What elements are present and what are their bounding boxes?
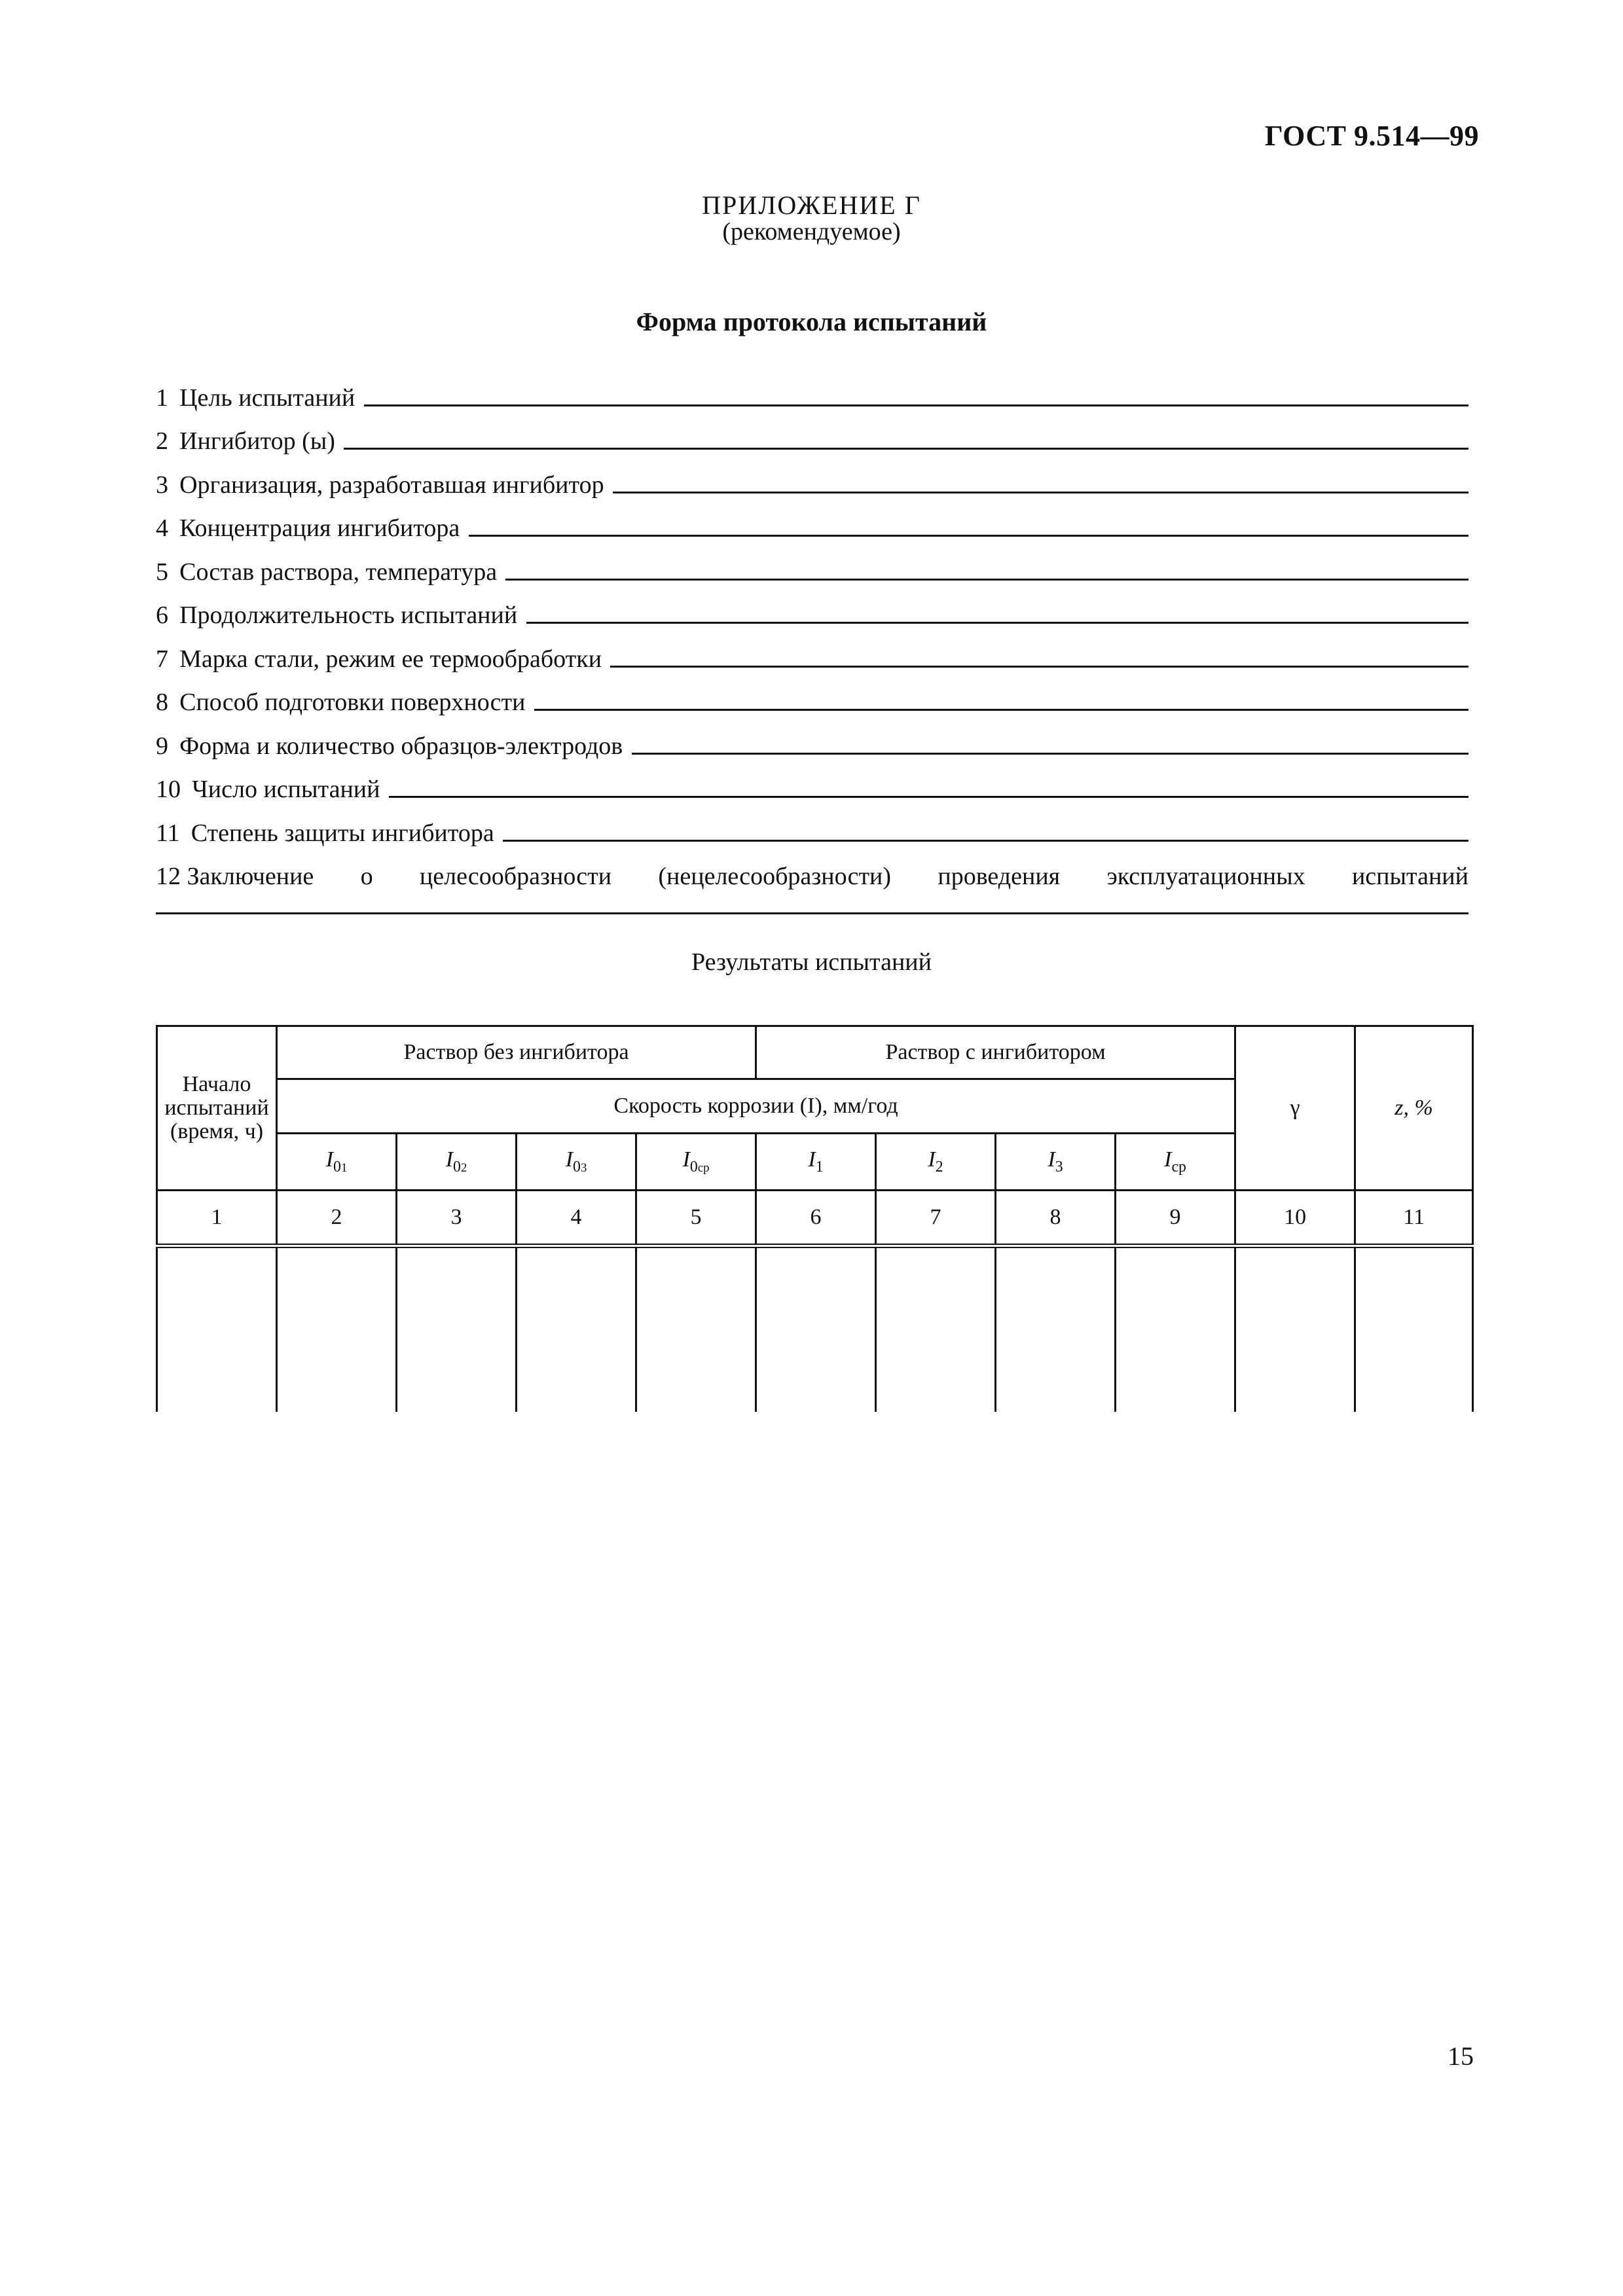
column-number: 3 xyxy=(397,1191,517,1246)
conclusion-word: (нецелесообразности) xyxy=(658,863,892,890)
item-number: 4 xyxy=(156,514,168,542)
item-label: Марка стали, режим ее термообработки xyxy=(179,645,602,673)
item-number: 2 xyxy=(156,427,168,455)
col-header-i-avg: $I_{ср}$ xyxy=(1116,1134,1235,1191)
col-header-start-line: Начало xyxy=(182,1072,251,1097)
column-number: 11 xyxy=(1355,1191,1473,1246)
col-header-i02: $I_{02}$ xyxy=(397,1134,517,1191)
col-header-gamma: γ xyxy=(1235,1026,1355,1191)
item-number: 9 xyxy=(156,732,168,760)
data-cell[interactable] xyxy=(876,1246,996,1412)
col-header-z-percent: z, % xyxy=(1355,1026,1473,1191)
data-cell[interactable] xyxy=(517,1246,636,1412)
column-number: 4 xyxy=(517,1191,636,1246)
item-label: Цель испытаний xyxy=(179,384,356,412)
conclusion-word: 12 Заключение xyxy=(156,863,314,890)
fill-line[interactable] xyxy=(503,840,1468,842)
column-number: 9 xyxy=(1116,1191,1235,1246)
col-header-start-line: испытаний xyxy=(164,1096,269,1121)
data-cell[interactable] xyxy=(277,1246,397,1412)
fill-line[interactable] xyxy=(344,448,1468,450)
col-header-i01: $I_{01}$ xyxy=(277,1134,397,1191)
item-number: 10 xyxy=(156,776,181,803)
form-title: Форма протокола испытаний xyxy=(636,307,987,336)
col-header-i3: $I_3$ xyxy=(996,1134,1116,1191)
col-header-i2: $I_2$ xyxy=(876,1134,996,1191)
results-title: Результаты испытаний xyxy=(691,948,932,976)
data-cell[interactable] xyxy=(1235,1246,1355,1412)
item-label: Состав раствора, температура xyxy=(179,558,498,586)
col-header-i0-avg: $I_{0ср}$ xyxy=(636,1134,756,1191)
column-number: 1 xyxy=(157,1191,277,1246)
column-number: 6 xyxy=(756,1191,876,1246)
protocol-item xyxy=(156,802,1468,846)
item-number: 8 xyxy=(156,689,168,716)
fill-line[interactable] xyxy=(632,753,1468,755)
item-label: Концентрация ингибитора xyxy=(179,514,460,542)
data-cell[interactable] xyxy=(1116,1246,1235,1412)
protocol-item xyxy=(156,367,1468,410)
item-number: 7 xyxy=(156,645,168,673)
appendix-subtitle: (рекомендуемое) xyxy=(722,218,901,245)
fill-line[interactable] xyxy=(505,579,1468,581)
column-number: 2 xyxy=(277,1191,397,1246)
conclusion-word: о xyxy=(360,863,373,890)
protocol-item-conclusion xyxy=(156,846,1468,889)
fill-line[interactable] xyxy=(610,666,1468,668)
protocol-item xyxy=(156,497,1468,541)
item-number: 1 xyxy=(156,384,168,412)
protocol-item xyxy=(156,584,1468,628)
appendix-title: ПРИЛОЖЕНИЕ Г xyxy=(702,190,921,220)
column-number: 8 xyxy=(996,1191,1116,1246)
item-label: Число испытаний xyxy=(192,776,380,803)
protocol-item xyxy=(156,672,1468,715)
protocol-item xyxy=(156,715,1468,759)
fill-line[interactable] xyxy=(469,535,1468,537)
item-label: Способ подготовки поверхности xyxy=(179,689,526,716)
col-header-start xyxy=(157,1026,277,1191)
column-number: 5 xyxy=(636,1191,756,1246)
data-cell[interactable] xyxy=(157,1246,277,1412)
protocol-item xyxy=(156,628,1468,672)
data-cell[interactable] xyxy=(996,1246,1116,1412)
conclusion-word: эксплуатационных xyxy=(1106,863,1305,890)
protocol-item xyxy=(156,759,1468,802)
data-cell[interactable] xyxy=(756,1246,876,1412)
fill-line[interactable] xyxy=(156,912,1468,914)
item-number: 3 xyxy=(156,471,168,499)
col-header-i03: $I_{03}$ xyxy=(517,1134,636,1191)
item-number: 5 xyxy=(156,558,168,586)
group-header-without-inhibitor: Раствор без ингибитора xyxy=(277,1026,756,1079)
item-label: Организация, разработавшая ингибитор xyxy=(179,471,604,499)
protocol-items xyxy=(156,367,1468,889)
col-header-start-line: (время, ч) xyxy=(170,1119,264,1143)
data-cell[interactable] xyxy=(1355,1246,1473,1412)
col-header-i1: $I_1$ xyxy=(756,1134,876,1191)
item-label: Продолжительность испытаний xyxy=(179,601,518,629)
conclusion-word: проведения xyxy=(938,863,1061,890)
column-number: 7 xyxy=(876,1191,996,1246)
fill-line[interactable] xyxy=(534,709,1468,711)
conclusion-word: испытаний xyxy=(1351,863,1468,890)
data-cell[interactable] xyxy=(636,1246,756,1412)
protocol-item xyxy=(156,541,1468,584)
item-number: 11 xyxy=(156,819,180,847)
protocol-item xyxy=(156,410,1468,454)
results-table xyxy=(156,1025,1474,1412)
item-label: Форма и количество образцов-электродов xyxy=(179,732,623,760)
corrosion-rate-header: Скорость коррозии (I), мм/год xyxy=(277,1079,1235,1134)
data-cell[interactable] xyxy=(397,1246,517,1412)
item-number: 6 xyxy=(156,601,168,629)
standard-code: ГОСТ 9.514—99 xyxy=(1264,120,1479,152)
fill-line[interactable] xyxy=(389,796,1468,798)
fill-line[interactable] xyxy=(526,622,1469,624)
item-label: Степень защиты ингибитора xyxy=(191,819,494,847)
conclusion-word: целесообразности xyxy=(419,863,612,890)
page-number: 15 xyxy=(1448,2041,1474,2071)
group-header-with-inhibitor: Раствор с ингибитором xyxy=(756,1026,1235,1079)
column-number: 10 xyxy=(1235,1191,1355,1246)
conclusion-text xyxy=(156,846,1468,889)
fill-line[interactable] xyxy=(364,404,1468,406)
fill-line[interactable] xyxy=(613,492,1468,493)
protocol-item xyxy=(156,454,1468,497)
item-label: Ингибитор (ы) xyxy=(179,427,335,455)
